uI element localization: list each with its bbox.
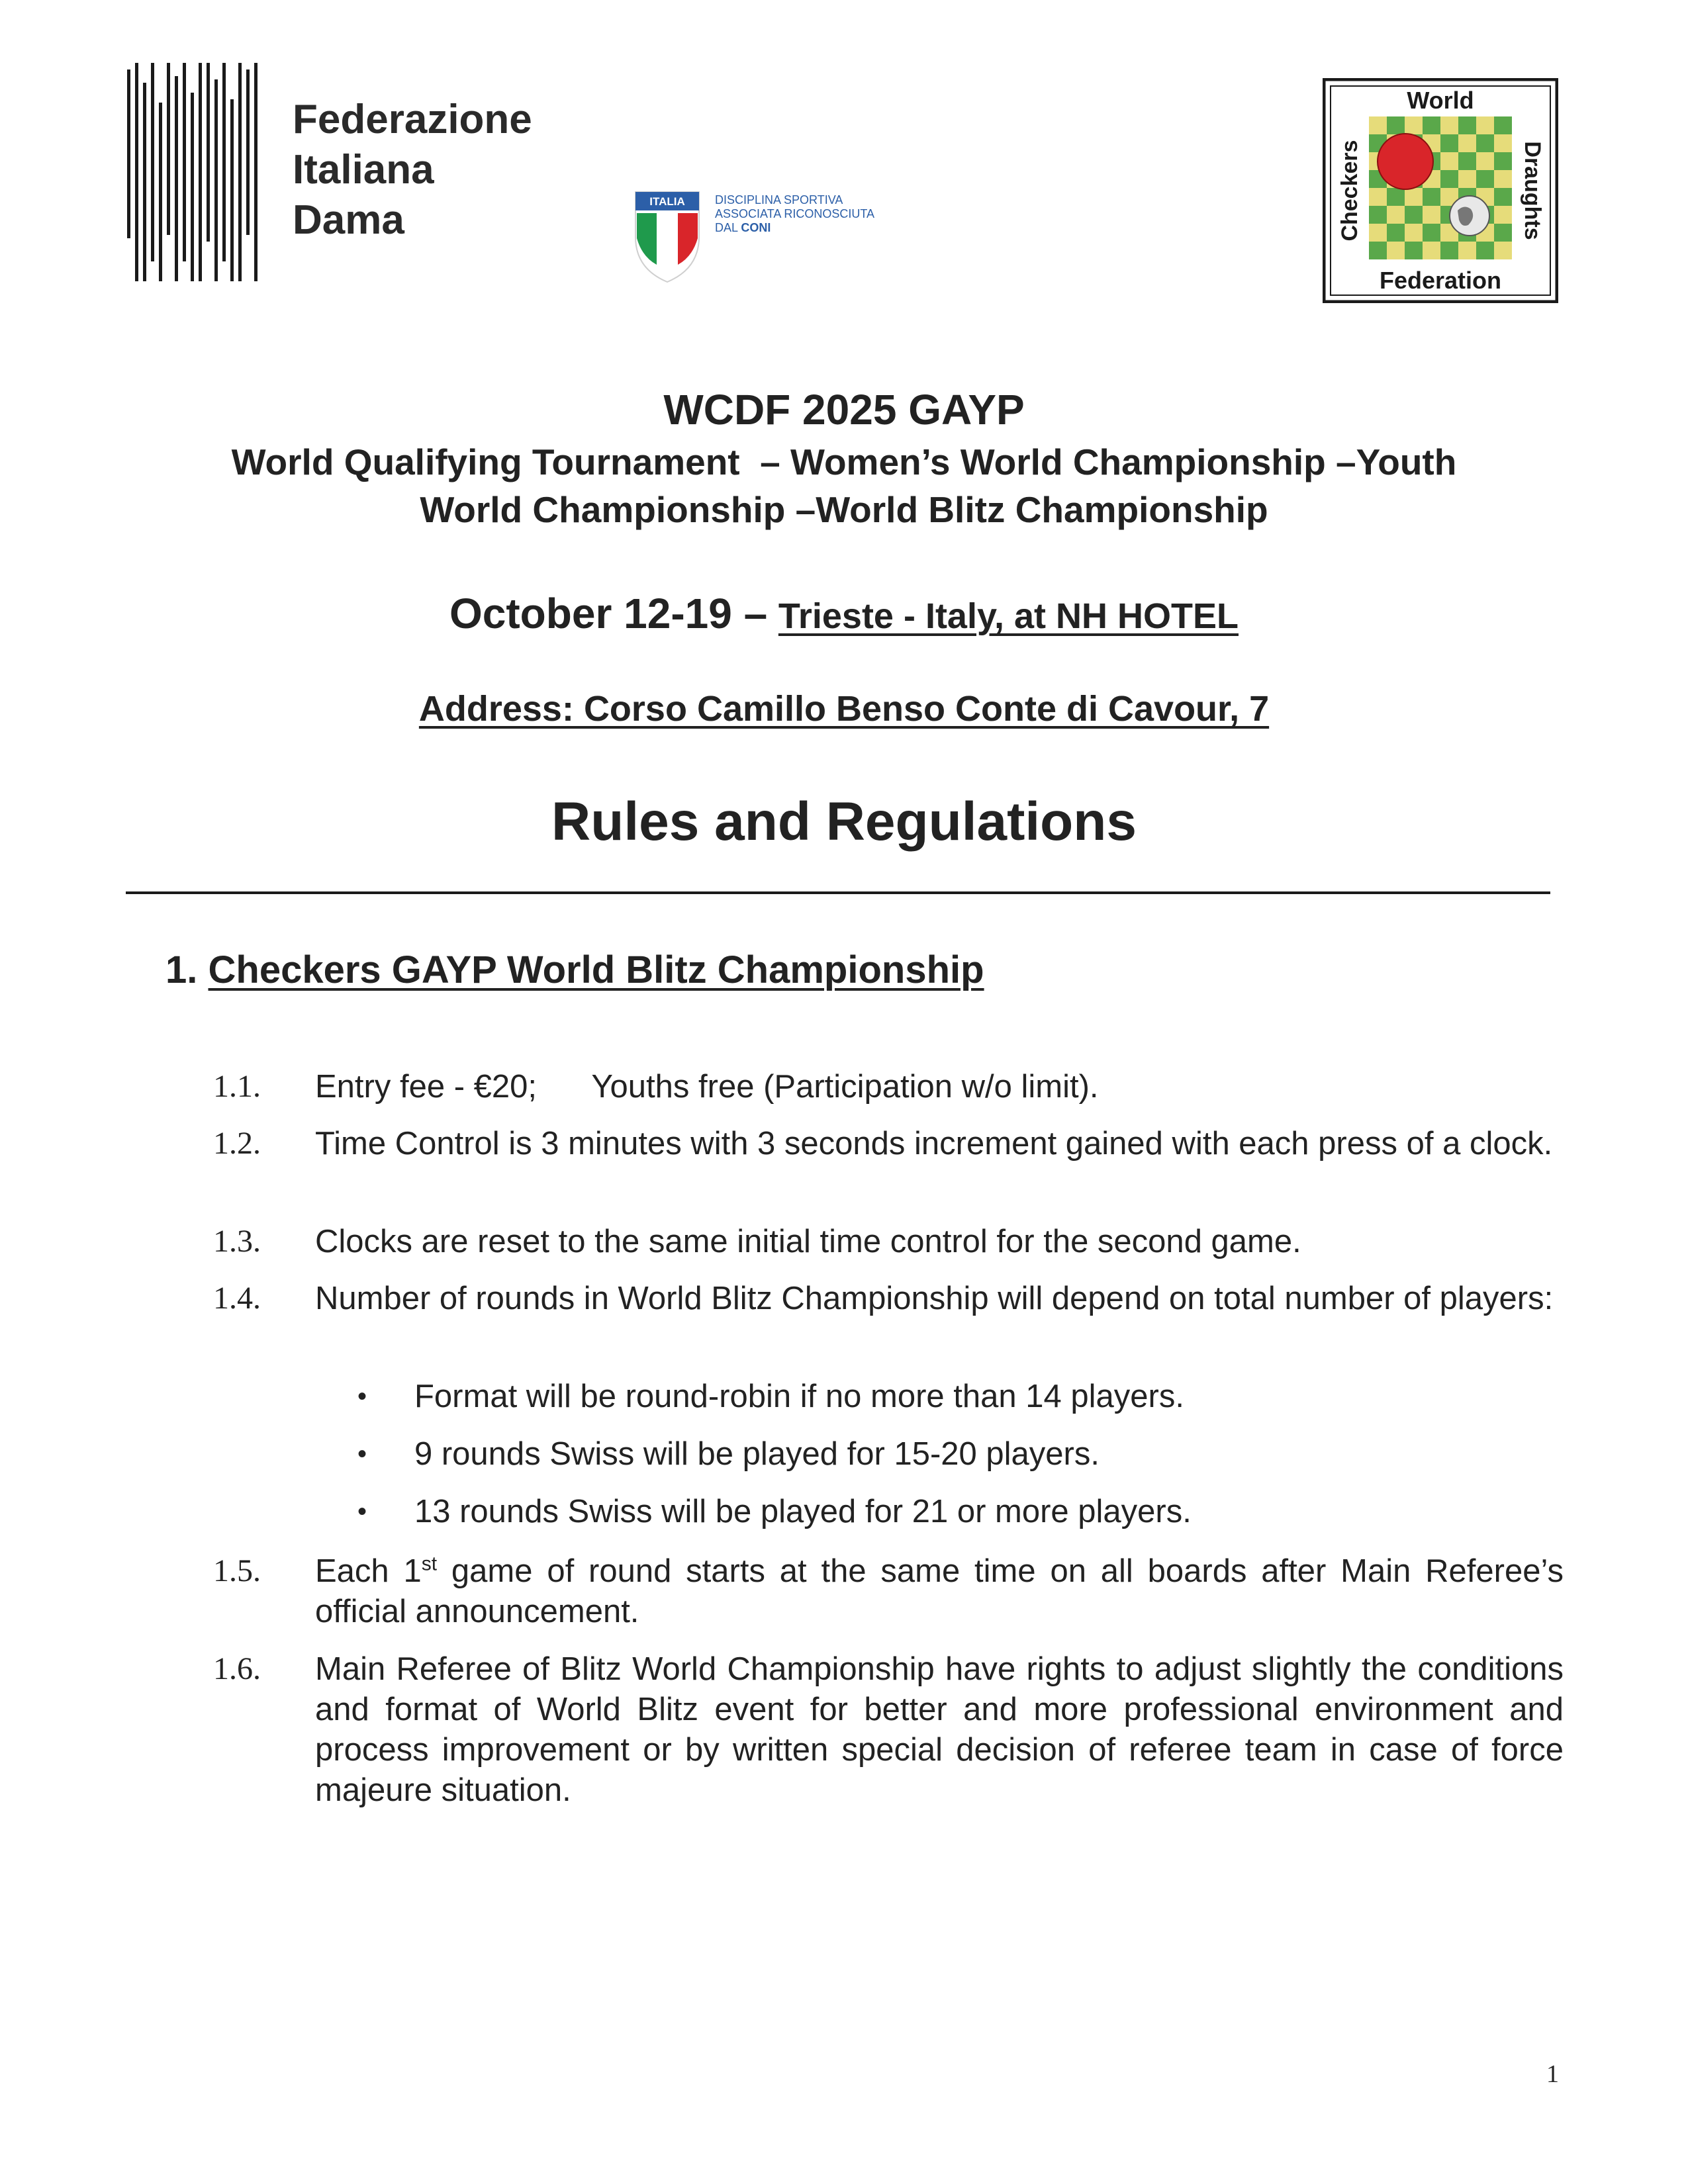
board-square <box>1405 116 1423 134</box>
event-line <box>0 589 1688 638</box>
shield-label: ITALIA <box>649 195 685 208</box>
fid-logo-line: Federazione <box>293 97 532 142</box>
board-square <box>1476 152 1494 170</box>
board-square <box>1423 116 1440 134</box>
coni-name: CONI <box>741 221 771 234</box>
bullet-icon: • <box>357 1382 367 1411</box>
board-square <box>1494 224 1512 242</box>
item-number: 1.1. <box>213 1069 261 1104</box>
item-text: Main Referee of Blitz World Championship have rights to adjust slightly the conditions and format of World Blitz event for better and more professional environment and process improvement or by written special decision of referee team in case of force majeure situation. <box>315 1651 1564 1808</box>
wcdf-bottom-label: Federation <box>1379 267 1502 294</box>
item-number: 1.2. <box>213 1126 261 1161</box>
board-square <box>1369 242 1387 259</box>
board-square <box>1405 188 1423 206</box>
board-square <box>1423 242 1440 259</box>
section-heading <box>165 948 984 992</box>
item-text-part: Youths free (Participation w/o limit). <box>591 1069 1099 1105</box>
item-text-part: game of round starts at the same time on all boards after Main Referee’s official announcement. <box>315 1553 1564 1629</box>
board-square <box>1405 206 1423 224</box>
board-square <box>1494 170 1512 188</box>
board-square <box>1440 134 1458 152</box>
board-square <box>1458 170 1476 188</box>
board-square <box>1494 134 1512 152</box>
board-square <box>1369 188 1387 206</box>
bullet-icon: • <box>357 1497 367 1526</box>
fid-logo-text <box>293 95 532 246</box>
board-square <box>1405 224 1423 242</box>
board-square <box>1494 242 1512 259</box>
item-number: 1.4. <box>213 1281 261 1316</box>
item-number: 1.3. <box>213 1224 261 1259</box>
item-number: 1.5. <box>213 1553 261 1588</box>
board-square <box>1369 206 1387 224</box>
board-square <box>1387 188 1405 206</box>
board-square <box>1369 224 1387 242</box>
item-text: Time Control is 3 minutes with 3 seconds increment gained with each press of a clock. <box>315 1126 1553 1161</box>
coni-line: ASSOCIATA RICONOSCIUTA <box>715 207 875 220</box>
board-square <box>1494 188 1512 206</box>
item-text-part: Entry fee - €20; <box>315 1069 538 1105</box>
rules-title: Rules and Regulations <box>551 792 1137 852</box>
fid-logo-line: Italiana <box>293 147 434 193</box>
board-square <box>1387 116 1405 134</box>
board-square <box>1440 116 1458 134</box>
subtitle-line: World Championship –World Blitz Championship <box>420 489 1268 530</box>
item-text <box>315 1067 1564 1107</box>
board-square <box>1494 206 1512 224</box>
wcdf-logo <box>1323 78 1558 303</box>
subtitle-line: World Qualifying Tournament – Women’s World Championship –Youth <box>231 441 1457 482</box>
fid-logo <box>126 63 549 281</box>
document-subtitle <box>0 438 1688 533</box>
fid-logo-line: Dama <box>293 197 404 243</box>
wcdf-left-label: Checkers <box>1337 140 1362 242</box>
document-title: WCDF 2025 GAYP <box>663 386 1025 433</box>
wcdf-right-label: Draughts <box>1520 141 1545 240</box>
board-square <box>1423 206 1440 224</box>
board-square <box>1440 152 1458 170</box>
board-square <box>1458 242 1476 259</box>
board-square <box>1405 242 1423 259</box>
board-square <box>1476 116 1494 134</box>
board-square <box>1494 152 1512 170</box>
section-title: Checkers GAYP World Blitz Championship <box>208 948 984 991</box>
item-text: Number of rounds in World Blitz Championship will depend on total number of players: <box>315 1281 1554 1316</box>
board-square <box>1387 242 1405 259</box>
board-square <box>1476 242 1494 259</box>
fid-bars-icon <box>126 63 271 281</box>
board-square <box>1387 224 1405 242</box>
board-square <box>1369 116 1387 134</box>
board-square <box>1494 116 1512 134</box>
wcdf-top-label: World <box>1407 87 1474 114</box>
list-item: 9 rounds Swiss will be played for 15-20 players. <box>414 1436 1100 1472</box>
board-square <box>1476 170 1494 188</box>
horizontal-divider <box>126 891 1550 894</box>
event-dates: October 12-19 – <box>449 590 768 637</box>
page-number: 1 <box>1546 2060 1559 2088</box>
board-square <box>1423 188 1440 206</box>
item-text <box>315 1551 1564 1632</box>
board-square <box>1476 134 1494 152</box>
list-item: Format will be round-robin if no more than 14 players. <box>414 1379 1184 1414</box>
board-square <box>1440 170 1458 188</box>
coni-text <box>715 193 874 235</box>
board-square <box>1387 206 1405 224</box>
board-square <box>1458 116 1476 134</box>
section-number: 1. <box>165 948 198 991</box>
event-place: Trieste - Italy, at NH HOTEL <box>778 596 1239 636</box>
red-piece-icon <box>1378 134 1433 189</box>
ordinal-suffix: st <box>421 1553 438 1575</box>
coni-line: DISCIPLINA SPORTIVA <box>715 193 843 206</box>
coni-badge <box>634 191 912 283</box>
item-number: 1.6. <box>213 1651 261 1686</box>
board-square <box>1458 134 1476 152</box>
item-text-part: Each 1 <box>315 1553 422 1589</box>
bullet-icon: • <box>357 1439 367 1469</box>
list-item: 13 rounds Swiss will be played for 21 or more players. <box>414 1494 1192 1529</box>
board-square <box>1458 152 1476 170</box>
board-square <box>1440 242 1458 259</box>
coni-line: DAL <box>715 221 738 234</box>
italia-shield-icon <box>634 191 700 283</box>
item-text: Clocks are reset to the same initial time control for the second game. <box>315 1224 1301 1259</box>
board-square <box>1423 224 1440 242</box>
event-address: Address: Corso Camillo Benso Conte di Cavour, 7 <box>418 689 1270 729</box>
